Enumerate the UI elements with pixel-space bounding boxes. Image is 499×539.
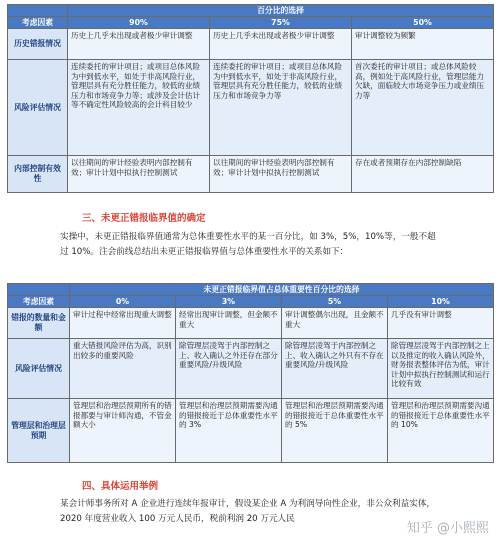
table-cell: 审计调整较为频繁 xyxy=(352,29,494,60)
table-cell: 以往期间的审计经验表明内部控制有效；审计计划中拟执行控制测试 xyxy=(210,156,352,193)
table-cell: 历史上几乎未出现或者极少审计调整 xyxy=(210,29,352,60)
table-cell: 管理层和治理层预期需要沟通的错报接近于总体重要性水平的 10% xyxy=(388,399,494,463)
watermark: 知乎 @小熙熙 xyxy=(406,521,489,536)
table-corner-header: 考虑因素 xyxy=(8,296,70,308)
table-row xyxy=(8,60,494,156)
row-factor: 管理层和治理层预期 xyxy=(8,399,70,463)
table-corner-header: 考虑因素 xyxy=(8,17,68,29)
table-cell: 以往期间的审计经验表明内部控制有效；审计计划中拟执行控制测试 xyxy=(68,156,210,193)
table-cell: 首次委托的审计项目；或总体风险较高，例如处于高风险行业，管理层能力欠缺，面临较大市场竞争压力或业绩压力等 xyxy=(352,60,494,156)
table-cell: 管理层和治理层预期需要沟通的错报接近于总体重要性水平的 5% xyxy=(282,399,388,463)
table-cell: 审计调整偶尔出现，且金额不重大 xyxy=(282,308,388,339)
table-cell: 经常出现审计调整，但金额不重大 xyxy=(176,308,282,339)
table-row xyxy=(8,29,494,60)
table-cell: 除管理层凌驾于内部控制之上以及推定的收入确认风险外，财务报表整体评估为低，审计计划中拟执行控制测试和运行比较有效 xyxy=(388,339,494,399)
table-cell: 除管理层凌驾于内部控制之上、收入确认之外还存在部分重要风险/升级风险 xyxy=(176,339,282,399)
table-cell: 连续委托的审计项目；或项目总体风险为中到低水平，如处于非高风险行业，管理层具有充分胜任能力，较低的业绩压力和市场竞争力等；或涉及会计估计等不确定性风险较高的会计科目较少 xyxy=(68,60,210,156)
table-cell: 除管理层凌驾于内部控制之上、收入确认之外只有不存在重要风险/升级风险 xyxy=(282,339,388,399)
table-cell: 连续委托的审计项目；或项目总体风险为中到低水平，如处于非高风险行业，管理层具有充分胜任能力，较低的业绩压力和市场竞争力等 xyxy=(210,60,352,156)
threshold-selection-table xyxy=(7,283,494,463)
column-header: 90% xyxy=(68,17,210,29)
table-cell: 历史上几乎未出现或者极少审计调整 xyxy=(68,29,210,60)
table-cell: 重大错报风险评估为高，识别出较多的重要风险 xyxy=(70,339,176,399)
column-header: 0% xyxy=(70,296,176,308)
row-factor: 风险评估情况 xyxy=(8,60,68,156)
column-header: 75% xyxy=(210,17,352,29)
column-header: 5% xyxy=(282,296,388,308)
table-corner-blank xyxy=(8,284,70,296)
column-header: 3% xyxy=(176,296,282,308)
table-cell: 审计过程中经常出现重大调整 xyxy=(70,308,176,339)
row-factor: 错报的数量和金额 xyxy=(8,308,70,339)
section-heading: 四、具体运用举例 xyxy=(82,481,159,492)
section-heading: 三、未更正错报临界值的确定 xyxy=(82,213,206,224)
row-factor: 风险评估情况 xyxy=(8,339,70,399)
table-cell: 管理层和治理层预期所有的错报都要与审计师沟通，不管金额大小 xyxy=(70,399,176,463)
body-paragraph: 实操中，未更正错报临界值通常为总体重要性水平的某一百分比，如 3%，5%，10%等，一般不超过 10%。注会前线总结出未更正错报临界值与总体重要性水平的关系如下： xyxy=(60,232,436,257)
table-main-header: 未更正错报临界值占总体重要性百分比的选择 xyxy=(70,284,494,296)
table-cell: 几乎没有审计调整 xyxy=(388,308,494,339)
table-cell: 存在或者预期存在内部控制缺陷 xyxy=(352,156,494,193)
table-row xyxy=(8,399,494,463)
table-row xyxy=(8,308,494,339)
table-cell: 管理层和治理层预期需要沟通的错报接近于总体重要性水平的 3% xyxy=(176,399,282,463)
column-header: 10% xyxy=(388,296,494,308)
row-factor: 历史错报情况 xyxy=(8,29,68,60)
table-row xyxy=(8,339,494,399)
table-main-header: 百分比的选择 xyxy=(68,5,494,17)
table-corner-blank xyxy=(8,5,68,17)
table-row xyxy=(8,156,494,193)
percentage-selection-table xyxy=(7,4,494,193)
column-header: 50% xyxy=(352,17,494,29)
body-paragraph: 某会计师事务所对 A 企业进行连续年报审计，假设某企业 A 为利润导向性企业，非公众利益实体，2020 年度营业收入 100 万元人民币，税前利润 20 万元人民 xyxy=(60,499,436,524)
row-factor: 内部控制有效性 xyxy=(8,156,68,193)
